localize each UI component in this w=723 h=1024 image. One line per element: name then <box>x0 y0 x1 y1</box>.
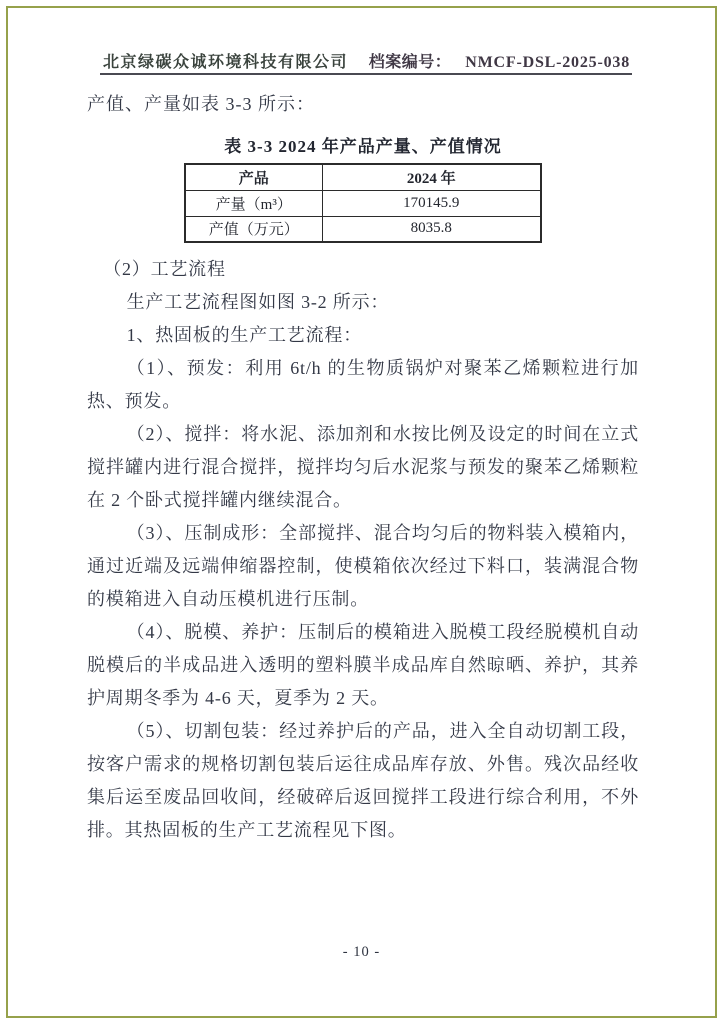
page-number: - 10 - <box>342 944 381 960</box>
cell-value-label: 产值（万元） <box>185 216 322 242</box>
cell-output-label: 产量（m³） <box>185 190 322 216</box>
paragraph-flowchart-ref: 生产工艺流程图如图 3-2 所示： <box>126 292 390 312</box>
column-header-year: 2024 年 <box>322 164 541 190</box>
production-table <box>184 163 542 243</box>
paragraph-step-1: （1）、预发：利用 6t/h 的生物质锅炉对聚苯乙烯颗粒进行加热、预发。 <box>87 358 639 411</box>
page-header <box>103 49 630 72</box>
archive-number-group <box>369 49 630 72</box>
column-header-product: 产品 <box>185 164 322 190</box>
table-row <box>185 190 541 216</box>
paragraph-step-2: （2）、搅拌：将水泥、添加剂和水按比例及设定的时间在立式搅拌罐内进行混合搅拌，搅拌均匀后水泥浆与预发的聚苯乙烯颗粒在 2 个卧式搅拌罐内继续混合。 <box>87 424 639 510</box>
paragraph-step-5: （5）、切割包装：经过养护后的产品，进入全自动切割工段，按客户需求的规格切割包装后运往成品库存放、外售。残次品经收集后运至废品回收间，经破碎后返回搅拌工段进行综合利用，不外排。其热固板的生产工艺流程见下图。 <box>87 721 639 840</box>
page-body <box>87 88 639 847</box>
archive-number: NMCF-DSL-2025-038 <box>465 54 630 71</box>
paragraph-process-list-heading: 1、热固板的生产工艺流程： <box>126 325 362 345</box>
table-header-row <box>185 164 541 190</box>
table-title: 表 3-3 2024 年产品产量、产值情况 <box>224 137 502 156</box>
company-name: 北京绿碳众诚环境科技有限公司 <box>103 54 349 71</box>
archive-label: 档案编号： <box>368 54 452 71</box>
table-row <box>185 216 541 242</box>
process-paragraphs <box>87 253 639 847</box>
paragraph-step-3: （3）、压制成形：全部搅拌、混合均匀后的物料装入模箱内，通过近端及远端伸缩器控制，使模箱依次经过下料口，装满混合物的模箱进入自动压模机进行压制。 <box>87 523 639 609</box>
cell-value-value: 8035.8 <box>322 216 541 242</box>
paragraph-process-heading: （2）工艺流程 <box>103 259 226 279</box>
intro-text: 产值、产量如表 3-3 所示： <box>87 94 315 114</box>
paragraph-step-4: （4）、脱模、养护：压制后的模箱进入脱模工段经脱模机自动脱模后的半成品进入透明的塑料膜半成品库自然晾晒、养护，其养护周期冬季为 4-6 天，夏季为 2 天。 <box>87 622 639 708</box>
header-rule-line <box>100 73 632 75</box>
cell-output-value: 170145.9 <box>322 190 541 216</box>
